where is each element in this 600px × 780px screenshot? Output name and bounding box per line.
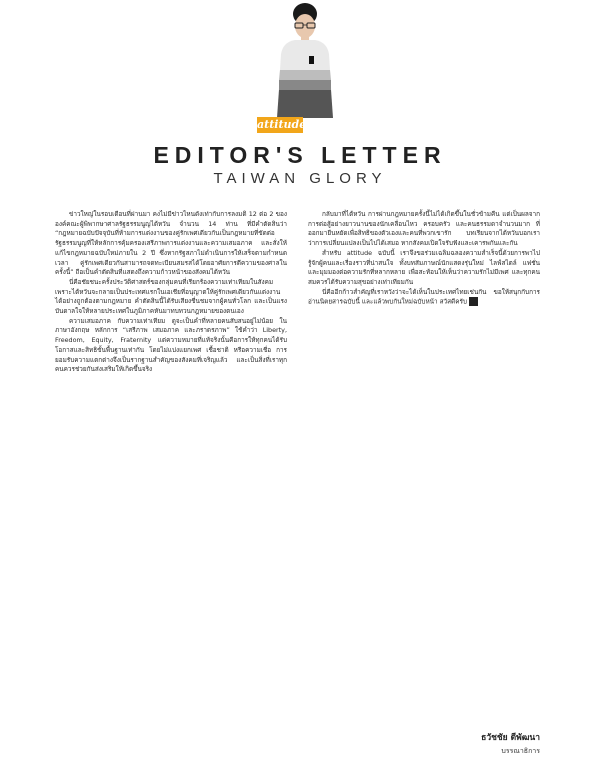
end-mark-icon: a: [469, 297, 478, 306]
article-column-left: [55, 210, 287, 375]
article-paragraph: นี่คือชัยชนะครั้งประวัติศาสตร์ของกลุ่มคนที่เรียกร้องความเท่าเทียมในสังคม เพราะไต้หวันจะกลายเป็นประเทศแรกในเอเชียที่อนุญาตให้คู่รักเพศเดียวกันแต่งงานได้อย่างถูกต้องตามกฎหมาย คำตัดสินนี้ได้รับเสียงชื่นชมจากผู้คนทั่วโลก และเป็นแรงบันดาลใจให้หลายประเทศในภูมิภาคหันมาทบทวนกฎหมายของตนเอง: [55, 277, 287, 316]
editor-portrait: [275, 0, 335, 118]
article-column-right: [308, 210, 540, 308]
article-paragraph: สำหรับ attitude ฉบับนี้ เราจึงขอร่วมเฉลิมฉลองความสำเร็จนี้ด้วยการพาไปรู้จักผู้คนและเรื่องราวที่น่าสนใจ ทั้งบทสัมภาษณ์นักแสดงรุ่นใหม่ ไลฟ์สไตล์ แฟชั่น และมุมมองต่อความรักที่หลากหลาย เพื่อสะท้อนให้เห็นว่าความรักไม่มีเพศ และทุกคนสมควรได้รับความสุขอย่างเท่าเทียมกัน: [308, 248, 540, 286]
article-paragraph: ข่าวใหญ่ในรอบเดือนที่ผ่านมา คงไม่มีข่าวไหนดังเท่ากับการลงมติ 12 ต่อ 2 ขององค์คณะผู้พิพากษาศาลรัฐธรรมนูญไต้หวัน จำนวน 14 ท่าน ที่มีคำตัดสินว่า “กฎหมายฉบับปัจจุบันที่ห้ามการแต่งงานของคู่รักเพศเดียวกันเป็นกฎหมายที่ขัดต่อรัฐธรรมนูญที่ให้หลักการคุ้มครองเสรีภาพการแต่งงานและความเสมอภาค และสั่งให้แก้ไขกฎหมายฉบับใหม่ภายใน 2 ปี ซึ่งหากรัฐสภาไม่ดำเนินการให้เสร็จตามกำหนดเวลา คู่รักเพศเดียวกันสามารถจดทะเบียนสมรสได้โดยอาศัยการตีความของศาลในครั้งนี้” ถือเป็นคำตัดสินที่แสดงถึงความก้าวหน้าของสังคมไต้หวัน: [55, 210, 287, 277]
page-subtitle: TAIWAN GLORY: [213, 170, 387, 187]
article-paragraph: กลับมาที่ไต้หวัน การผ่านกฎหมายครั้งนี้ไม่ได้เกิดขึ้นในชั่วข้ามคืน แต่เป็นผลจากการต่อสู้อย่างยาวนานของนักเคลื่อนไหว ครอบครัว และคนธรรมดาจำนวนมาก ที่ออกมายืนหยัดเพื่อสิทธิของตัวเองและคนที่พวกเขารัก บทเรียนจากไต้หวันบอกเราว่าการเปลี่ยนแปลงเป็นไปได้เสมอ หากสังคมเปิดใจรับฟังและเคารพกันและกัน: [308, 210, 540, 248]
page-title: EDITOR'S LETTER: [153, 142, 447, 168]
magazine-logo-tag: attitude: [257, 118, 307, 131]
closing-text: นี่คืออีกก้าวสำคัญที่เราหวังว่าจะได้เห็นในประเทศไทยเช่นกัน ขอให้สนุกกับการอ่านนิตยสารฉบับนี้ และแล้วพบกันใหม่ฉบับหน้า สวัสดีครับ: [308, 287, 540, 306]
signature-block: [380, 730, 540, 757]
signature-role: บรรณาธิการ: [501, 747, 540, 755]
article-paragraph: ความเสมอภาค กับความเท่าเทียม ดูจะเป็นคำที่หลายคนสับสนอยู่ไม่น้อย ในภาษาอังกฤษ หลักการ “เสรีภาพ เสมอภาค และภราดรภาพ” ใช้คำว่า Liberty, Freedom, Equity, Fraternity แต่ความหมายที่แท้จริงนั้นคือการให้ทุกคนได้รับโอกาสและสิทธิขั้นพื้นฐานเท่ากัน โดยไม่แบ่งแยกเพศ เชื้อชาติ หรือความเชื่อ การยอมรับความแตกต่างจึงเป็นรากฐานสำคัญของสังคมที่เจริญแล้ว และเป็นสิ่งที่เราทุกคนควรช่วยกันส่งเสริมให้เกิดขึ้นจริง: [55, 316, 287, 374]
signature-name: ธวัชชัย ดีพัฒนา: [481, 733, 540, 743]
article-paragraph: [308, 288, 540, 308]
